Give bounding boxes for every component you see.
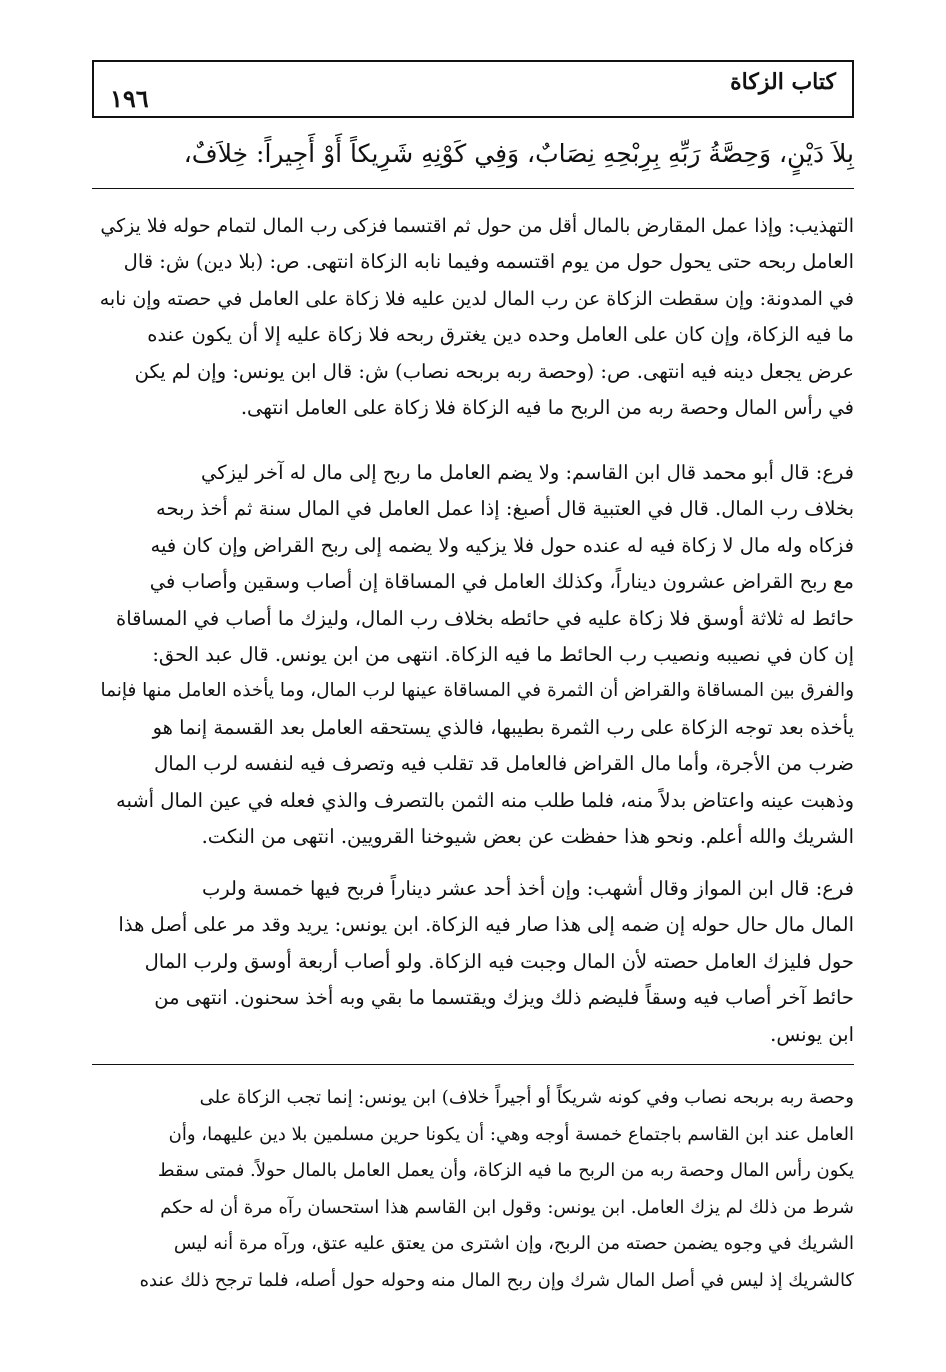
text-line: عرض يجعل دينه فيه انتهى. ص: (وحصة ربه بربحه نصاب) ش: قال ابن يونس: وإن لم يكن bbox=[134, 359, 854, 383]
commentary-paragraph-1 bbox=[92, 208, 854, 426]
page-number: ١٩٦ bbox=[110, 83, 149, 113]
text-line: مع ربح القراض عشرون ديناراً، وكذلك العامل في المساقاة إن أصاب وسقين وأصاب في bbox=[149, 570, 854, 594]
book-title: كتاب الزكاة bbox=[730, 69, 836, 95]
matn-divider bbox=[92, 188, 854, 189]
matn-text: بِلاَ دَيْنٍ، وَحِصَّةُ رَبِّهِ بِرِبْحِهِ نِصَابٌ، وَفِي كَوْنِهِ شَرِيكاً أَوْ أَجِيراً: خِلاَفٌ، bbox=[183, 139, 854, 168]
text-line: حائط له ثلاثة أوسق فلا زكاة عليه في حائطه بخلاف رب المال، وليزك ما أصاب في المساقاة bbox=[115, 606, 854, 630]
text-line: فرع: قال ابن المواز وقال أشهب: وإن أخذ أحد عشر ديناراً فربح فيها خمسة ولرب bbox=[201, 877, 854, 900]
text-line: التهذيب: وإذا عمل المقارض بالمال أقل من حول ثم اقتسما فزكى رب المال لتمام حوله فلا يزكي bbox=[100, 215, 854, 237]
text-line: الشريك والله أعلم. ونحو هذا حفظت عن بعض شيوخنا القرويين. انتهى من النكت. bbox=[201, 824, 854, 848]
text-line: وذهبت عينه واعتاض بدلاً منه، فلما طلب منه الثمن بالتصرف والذي فعله في عين المال أشبه bbox=[115, 788, 854, 812]
text-line: بخلاف رب المال. قال في العتبية قال أصبغ: إذا عمل العامل في المال سنة ثم أخذ ربحه bbox=[156, 497, 854, 521]
commentary-paragraph-3 bbox=[92, 871, 854, 1053]
commentary-paragraph-2 bbox=[92, 455, 854, 855]
text-line: حائط آخر أصاب فيه وسقاً فليضم ذلك ويزك ويقتسما ما بقي وبه أخذ سحنون. انتهى من bbox=[154, 986, 854, 1010]
text-line: ضرب من الأجرة، وأما مال القراض فالعامل قد تقلب فيه وتصرف فيه لنفسه لرب المال bbox=[154, 752, 854, 776]
footnote-line: كالشريك إذ ليس في أصل المال شرك وإن ربح المال منه وحوله حول أصله، فلما ترجح ذلك عنده bbox=[139, 1269, 854, 1291]
text-line: والفرق بين المساقاة والقراض أن الثمرة في المساقاة عينها لرب المال، وما يأخذه العامل منها فإنما bbox=[100, 680, 854, 702]
text-line: في المدونة: وإن سقطت الزكاة عن رب المال لدين عليه فلا زكاة على العامل في حصته وإن نابه bbox=[99, 287, 854, 310]
text-line: يأخذه بعد توجه الزكاة على رب الثمرة بطيبها، فالذي يستحقه العامل بعد القسمة إنما هو bbox=[152, 715, 854, 739]
footnote-line: شرط من ذلك لم يزك العامل. ابن يونس: وقول ابن القاسم هذا استحسان رآه مرة أن له حكم bbox=[160, 1196, 854, 1218]
text-line: حول فليزك العامل حصته لأن المال وجبت فيه الزكاة. ولو أصاب أربعة أوسق ولرب المال bbox=[144, 949, 854, 973]
footnote-section bbox=[92, 1080, 854, 1299]
footnote-line: العامل عند ابن القاسم باجتماع خمسة أوجه وهي: أن يكونا حرين مسلمين بلا دين عليهما، وأن bbox=[168, 1123, 854, 1145]
text-line: فزكاه وله مال لا زكاة فيه له عنده حول فلا يزكيه ولا يضمه إلى ربح القراض وإن كان فيه bbox=[150, 533, 854, 557]
footnote-divider bbox=[92, 1064, 854, 1065]
text-line: ابن يونس. bbox=[770, 1022, 854, 1046]
text-line: ما فيه الزكاة، وإن كان على العامل وحده دين يغترق ربحه فلا زكاة عليه إلا أن يكون عنده bbox=[147, 323, 854, 347]
text-line: إن كان في نصيبه ونصيب رب الحائط ما فيه الزكاة. انتهى من ابن يونس. قال عبد الحق: bbox=[152, 642, 854, 666]
page-header bbox=[92, 60, 854, 118]
text-line: في رأس المال وحصة ربه من الربح ما فيه الزكاة فلا زكاة على العامل انتهى. bbox=[240, 395, 854, 419]
footnote-line: الشريك في وجوه يضمن حصته من الربح، وإن اشترى من يعتق عليه عتق، ورآه مرة أنه ليس bbox=[173, 1233, 854, 1254]
footnote-line: يكون رأس المال وحصة ربه من الربح ما فيه الزكاة، وأن يعمل العامل بالمال حولاً. فمتى سقط bbox=[157, 1160, 854, 1181]
text-line: المال مال حال حوله إن ضمه إلى هذا صار فيه الزكاة. ابن يونس: يريد وقد مر على أصل هذا bbox=[118, 913, 854, 937]
text-line: فرع: قال أبو محمد قال ابن القاسم: ولا يضم العامل ما ربح إلى مال له آخر ليزكي bbox=[200, 461, 854, 484]
text-line: العامل ربحه حتى يحول حول من يوم اقتسمه وفيما نابه الزكاة انتهى. ص: (بلا دين) ش: قال bbox=[123, 250, 854, 274]
footnote-line: وحصة ربه بربحه نصاب وفي كونه شريكاً أو أجيراً خلاف) ابن يونس: إنما تجب الزكاة على bbox=[199, 1087, 854, 1108]
